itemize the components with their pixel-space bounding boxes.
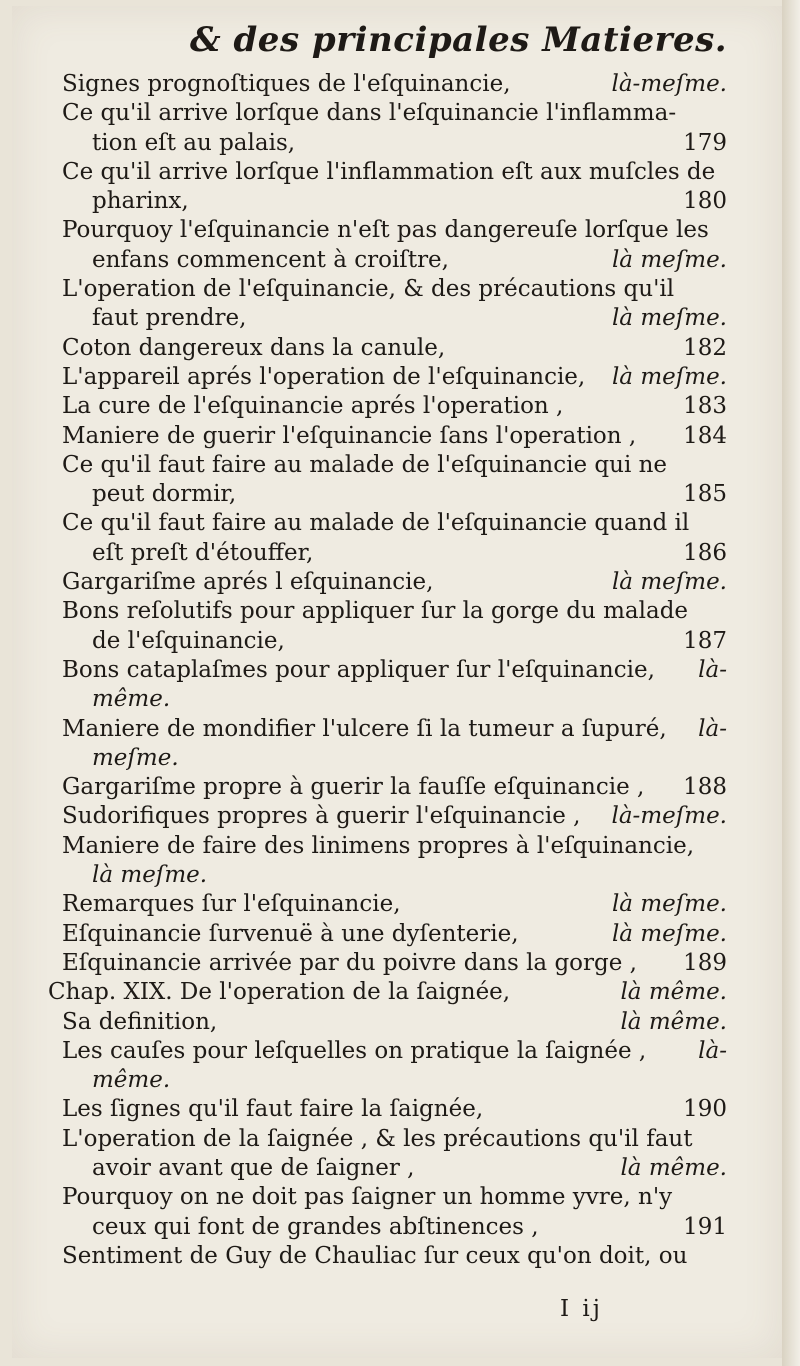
index-entry bbox=[62, 158, 727, 217]
entry-line bbox=[62, 158, 727, 187]
entry-text: Bons cataplaſmes pour appliquer ſur l'eſquinancie, bbox=[62, 656, 655, 683]
entry-page-ref: 180 bbox=[683, 188, 727, 215]
index-entry bbox=[62, 949, 727, 978]
entry-page-ref: 187 bbox=[683, 627, 727, 654]
entry-text: Maniere de mondifier l'ulcere ſi la tumeur a ſupuré, bbox=[62, 715, 667, 742]
entry-page-ref: 191 bbox=[683, 1213, 727, 1240]
entry-line bbox=[62, 715, 727, 744]
entry-line bbox=[62, 304, 727, 333]
entry-page-ref: là meſme. bbox=[611, 891, 727, 918]
index-entry bbox=[62, 1008, 727, 1037]
entry-text: L'appareil aprés l'operation de l'eſquinancie, bbox=[62, 363, 586, 390]
entry-line bbox=[62, 1242, 727, 1271]
entry-text: Bons reſolutifs pour appliquer ſur la gorge du malade bbox=[62, 598, 689, 625]
entry-text: de l'eſquinancie, bbox=[92, 627, 285, 654]
entry-text: La cure de l'eſquinancie aprés l'operation , bbox=[62, 393, 564, 420]
entry-text: Ce qu'il arrive lorſque l'inflammation eſt aux muſcles de bbox=[62, 158, 716, 185]
index-entry bbox=[62, 216, 727, 275]
index-entry bbox=[62, 1242, 727, 1271]
entry-page-ref: 184 bbox=[683, 422, 727, 449]
page-header: & des principales Matieres. bbox=[190, 20, 728, 60]
entry-text: Les ſignes qu'il faut faire la ſaignée, bbox=[62, 1096, 484, 1123]
entry-text: enfans commencent à croiſtre, bbox=[92, 246, 449, 273]
entry-line bbox=[62, 1125, 727, 1154]
entry-text: pharinx, bbox=[92, 188, 189, 215]
index-entry bbox=[62, 890, 727, 919]
entry-line bbox=[62, 744, 727, 773]
entry-line bbox=[62, 920, 727, 949]
entry-line bbox=[62, 216, 727, 245]
entry-text: Eſquinancie ſurvenuë à une dyſenterie, bbox=[62, 920, 519, 947]
index-entry bbox=[62, 1037, 727, 1096]
entry-page-ref: là même. bbox=[620, 979, 727, 1006]
entry-line bbox=[62, 334, 727, 363]
entry-line bbox=[62, 129, 727, 158]
entry-page-ref: 183 bbox=[683, 393, 727, 420]
entry-line bbox=[62, 949, 727, 978]
entry-line bbox=[62, 1008, 727, 1037]
entry-text: Sentiment de Guy de Chauliac ſur ceux qu'on doit, ou bbox=[62, 1242, 688, 1269]
entry-page-ref: là meſme. bbox=[611, 920, 727, 947]
entry-text: Maniere de guerir l'eſquinancie ſans l'operation , bbox=[62, 422, 637, 449]
page-edge bbox=[782, 0, 800, 1366]
entry-page-ref: là-meſme. bbox=[611, 71, 727, 97]
entry-text: là meſme. bbox=[92, 862, 208, 889]
index-entry bbox=[62, 334, 727, 363]
entry-line bbox=[62, 861, 727, 890]
entry-page-ref: là- bbox=[698, 656, 727, 683]
entry-text: peut dormir, bbox=[92, 481, 237, 508]
index-entry bbox=[62, 275, 727, 334]
entry-line bbox=[62, 773, 727, 802]
entry-line bbox=[62, 656, 727, 685]
index-entry bbox=[62, 509, 727, 568]
index-entry bbox=[62, 451, 727, 510]
entry-text: même. bbox=[92, 1067, 171, 1094]
entry-text: Ce qu'il faut faire au malade de l'eſquinancie qui ne bbox=[62, 451, 668, 478]
index-entry bbox=[62, 802, 727, 831]
entry-text: meſme. bbox=[92, 744, 179, 771]
entry-page-ref: 185 bbox=[683, 481, 727, 508]
entry-text: Gargariſme propre à guerir la fauſſe eſquinancie , bbox=[62, 774, 645, 801]
index-entry bbox=[62, 392, 727, 421]
entry-line bbox=[62, 802, 727, 831]
entry-text: Ce qu'il faut faire au malade de l'eſquinancie quand il bbox=[62, 510, 690, 537]
entry-page-ref: 179 bbox=[683, 129, 727, 156]
entry-text: Signes prognoſtiques de l'eſquinancie, bbox=[62, 71, 511, 97]
entry-text: Pourquoy l'eſquinancie n'eſt pas dangereuſe lorſque les bbox=[62, 217, 709, 244]
entry-text: Sa definition, bbox=[62, 1008, 218, 1035]
entry-line bbox=[62, 187, 727, 216]
index-entry bbox=[62, 1183, 727, 1242]
entry-text: Sudorifiques propres à guerir l'eſquinancie , bbox=[62, 803, 581, 830]
entry-text: Pourquoy on ne doit pas ſaigner un homme yvre, n'y bbox=[62, 1184, 673, 1211]
entry-text: avoir avant que de ſaigner , bbox=[92, 1154, 415, 1181]
entry-text: Les cauſes pour leſquelles on pratique la ſaignée , bbox=[62, 1037, 647, 1064]
entry-text: ceux qui font de grandes abſtinences , bbox=[92, 1213, 539, 1240]
entry-line bbox=[62, 392, 727, 421]
signature-mark: I ij bbox=[560, 1296, 603, 1322]
index-entry bbox=[62, 99, 727, 158]
entry-text: Ce qu'il arrive lorſque dans l'eſquinancie l'inflamma- bbox=[62, 100, 677, 127]
entry-line bbox=[62, 246, 727, 275]
entry-line bbox=[62, 890, 727, 919]
entry-text: Eſquinancie arrivée par du poivre dans la gorge , bbox=[62, 949, 637, 976]
entry-page-ref: là meſme. bbox=[611, 363, 727, 390]
index-entry bbox=[62, 832, 727, 891]
entry-text: L'operation de la ſaignée , & les précautions qu'il faut bbox=[62, 1125, 693, 1152]
entry-page-ref: 186 bbox=[683, 539, 727, 566]
entry-page-ref: là- bbox=[698, 1037, 727, 1064]
entry-line bbox=[62, 275, 727, 304]
entry-text: L'operation de l'eſquinancie, & des précautions qu'il bbox=[62, 276, 675, 303]
entry-page-ref: là même. bbox=[620, 1008, 727, 1035]
entry-page-ref: là même. bbox=[620, 1154, 727, 1181]
entry-text: eſt preſt d'étouffer, bbox=[92, 539, 314, 566]
entry-page-ref: 182 bbox=[683, 334, 727, 361]
index-entries bbox=[48, 70, 727, 1271]
entry-page-ref: là meſme. bbox=[611, 569, 727, 596]
entry-line bbox=[62, 832, 727, 861]
entry-line bbox=[62, 685, 727, 714]
entry-text: Chap. XIX. De l'operation de la ſaignée, bbox=[48, 979, 511, 1006]
entry-page-ref: là meſme. bbox=[611, 246, 727, 273]
entry-line bbox=[62, 1154, 727, 1183]
entry-page-ref: là meſme. bbox=[611, 305, 727, 332]
entry-page-ref: 188 bbox=[683, 774, 727, 801]
entry-line bbox=[62, 70, 727, 99]
index-entry bbox=[62, 656, 727, 715]
entry-line bbox=[62, 539, 727, 568]
entry-line bbox=[62, 451, 727, 480]
index-entry bbox=[62, 715, 727, 774]
entry-line bbox=[48, 978, 727, 1007]
index-entry bbox=[62, 920, 727, 949]
entry-page-ref: là- bbox=[698, 715, 727, 742]
entry-text: Coton dangereux dans la canule, bbox=[62, 334, 446, 361]
entry-line bbox=[62, 568, 727, 597]
entry-line bbox=[62, 1095, 727, 1124]
index-entry bbox=[62, 1095, 727, 1124]
entry-text: même. bbox=[92, 686, 171, 713]
index-entry bbox=[62, 1125, 727, 1184]
entry-line bbox=[62, 1066, 727, 1095]
index-entry bbox=[62, 70, 727, 99]
index-entry bbox=[62, 597, 727, 656]
index-entry bbox=[62, 773, 727, 802]
entry-line bbox=[62, 597, 727, 626]
entry-line bbox=[62, 509, 727, 538]
index-entry bbox=[62, 422, 727, 451]
entry-page-ref: 189 bbox=[683, 949, 727, 976]
index-entry bbox=[62, 568, 727, 597]
entry-line bbox=[62, 1183, 727, 1212]
entry-line bbox=[62, 363, 727, 392]
entry-text: Remarques ſur l'eſquinancie, bbox=[62, 891, 401, 918]
entry-line bbox=[62, 422, 727, 451]
entry-page-ref: 190 bbox=[683, 1096, 727, 1123]
entry-line bbox=[62, 480, 727, 509]
entry-page-ref: là-meſme. bbox=[611, 803, 727, 830]
entry-text: Gargariſme aprés l eſquinancie, bbox=[62, 569, 434, 596]
entry-line bbox=[62, 1037, 727, 1066]
index-entry bbox=[62, 363, 727, 392]
entry-text: faut prendre, bbox=[92, 305, 247, 332]
index-entry bbox=[48, 978, 727, 1007]
entry-line bbox=[62, 99, 727, 128]
entry-line bbox=[62, 1213, 727, 1242]
entry-line bbox=[62, 627, 727, 656]
entry-text: tion eſt au palais, bbox=[92, 129, 296, 156]
entry-text: Maniere de faire des linimens propres à l'eſquinancie, bbox=[62, 832, 695, 859]
